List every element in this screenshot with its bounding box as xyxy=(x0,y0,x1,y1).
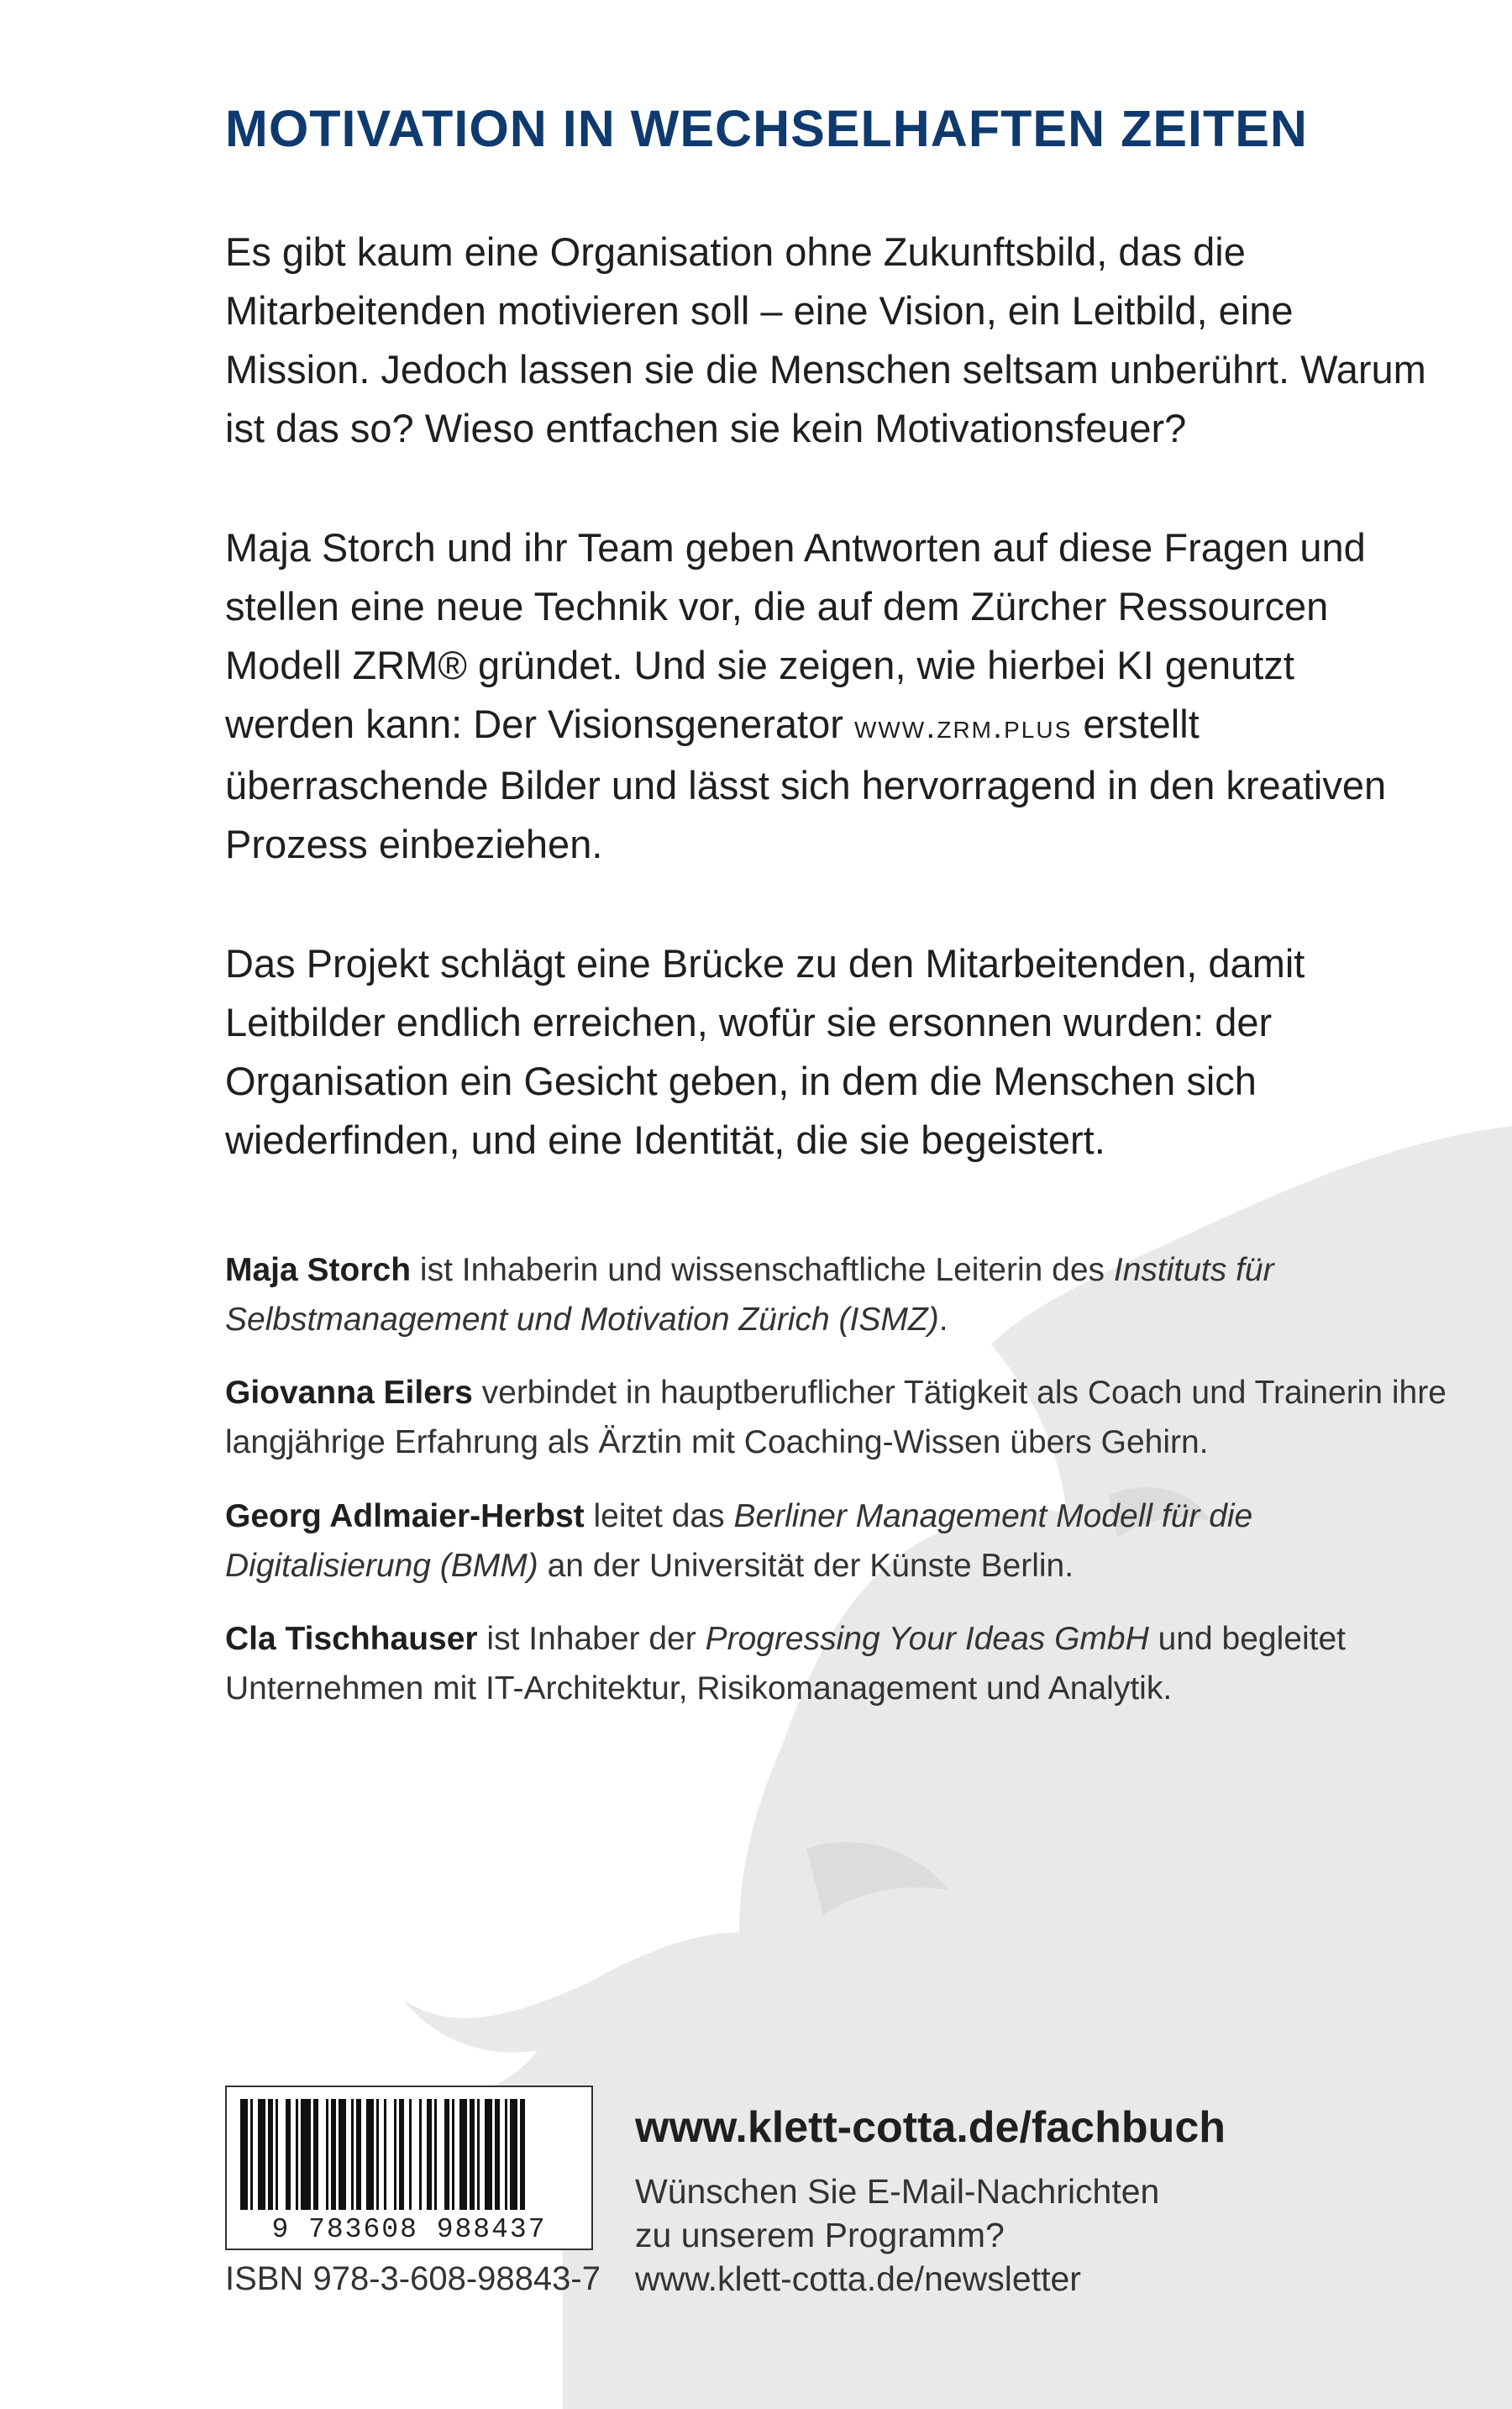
intro-paragraph-2 xyxy=(225,518,1426,874)
author-bio xyxy=(225,1368,1460,1467)
intro-paragraph-2-text: Maja Storch und ihr Team geben Antworten auf diese Fragen und stellen eine neue Technik vor, die auf dem Zürcher Ressourcen Modell ZRM® gründet. Und sie zeigen, wie hierbei KI genutzt werden kann: Der Visionsgenerator xyxy=(225,525,1366,746)
barcode-bar xyxy=(510,2099,517,2210)
barcode-bar xyxy=(331,2099,336,2210)
barcode-bar xyxy=(258,2099,265,2210)
newsletter-link[interactable]: www.klett-cotta.de/newsletter xyxy=(635,2259,1081,2298)
barcode-bar xyxy=(366,2099,374,2210)
author-bio-text: verbindet in hauptberuflicher Tätigkeit als Coach und Trainerin ihre langjährige Erfahrung als Ärztin mit Coaching-Wissen übers Gehirn. xyxy=(225,1375,1446,1460)
barcode-bar xyxy=(313,2099,318,2210)
book-title: MOTIVATION IN WECHSELHAFTEN ZEITEN xyxy=(225,100,1308,157)
author-bio xyxy=(225,1491,1460,1591)
barcode-bar xyxy=(301,2099,311,2210)
barcode-bar xyxy=(434,2099,437,2210)
barcode-digits: 9 783608 988437 xyxy=(271,2214,547,2245)
barcode-bar xyxy=(384,2099,386,2210)
barcode-bar xyxy=(495,2099,500,2210)
author-name: Giovanna Eilers xyxy=(225,1375,473,1411)
barcode-bar xyxy=(444,2099,449,2210)
barcode-bar xyxy=(326,2099,328,2210)
barcode-bar xyxy=(250,2099,253,2210)
barcode-bar xyxy=(339,2099,346,2210)
author-bio-text-end: an der Universität der Künste Berlin. xyxy=(538,1548,1074,1584)
barcode-bar xyxy=(240,2099,248,2210)
barcode-bar xyxy=(296,2099,298,2210)
author-bio xyxy=(225,1245,1460,1344)
barcode-bar xyxy=(376,2099,379,2210)
isbn: ISBN 978-3-608-98843-7 xyxy=(225,2260,601,2297)
author-bio-text: leitet das xyxy=(584,1498,734,1534)
author-bio-text-end: . xyxy=(938,1302,948,1338)
newsletter-text-line-1: Wünschen Sie E-Mail-Nachrichten xyxy=(635,2172,1160,2211)
barcode-bar xyxy=(394,2099,396,2210)
author-institution: Instituts für Selbstmanagement und Motivation Zürich (ISMZ) xyxy=(225,1252,1274,1338)
barcode-bar xyxy=(286,2099,291,2210)
barcode-bar xyxy=(427,2099,432,2210)
barcode-bar xyxy=(520,2099,525,2210)
newsletter-text-line-2: zu unserem Programm? xyxy=(635,2216,1005,2254)
barcode-bar xyxy=(505,2099,507,2210)
barcode xyxy=(225,2086,593,2250)
barcode-bar xyxy=(351,2099,354,2210)
intro-paragraph-1: Es gibt kaum eine Organisation ohne Zukunftsbild, das die Mitarbeitenden motivieren soll – eine Vision, ein Leitbild, eine Mission. Jedoch lassen sie die Menschen seltsam unberührt. Warum ist das so? Wieso entfachen sie kein Motivationsfeuer? xyxy=(225,229,1426,450)
barcode-bar xyxy=(470,2099,475,2210)
barcode-bar xyxy=(276,2099,278,2210)
barcode-bar xyxy=(419,2099,422,2210)
author-bio xyxy=(225,1614,1460,1713)
barcode-bars xyxy=(240,2099,581,2210)
author-bio-text: ist Inhaberin und wissenschaftliche Leiterin des xyxy=(411,1252,1114,1288)
barcode-bar xyxy=(477,2099,480,2210)
author-bio-text-end: und begleitet Unternehmen mit IT-Architektur, Risikomanagement und Analytik. xyxy=(225,1621,1346,1707)
author-name: Maja Storch xyxy=(225,1252,412,1288)
barcode-bar xyxy=(356,2099,361,2210)
intro-paragraph-3: Das Projekt schlägt eine Brücke zu den Mitarbeitenden, damit Leitbilder endlich erreichen, wofür sie ersonnen wurden: der Organisation ein Gesicht geben, in dem die Menschen sich wiederfinden, und eine Identität, die sie begeistert. xyxy=(225,941,1305,1162)
barcode-bar xyxy=(452,2099,454,2210)
author-name: Georg Adlmaier-Herbst xyxy=(225,1498,585,1534)
author-name: Cla Tischhauser xyxy=(225,1621,478,1657)
zrm-plus-link[interactable]: www.zrm.plus xyxy=(853,708,1073,745)
intro-paragraph-2-text-end: erstellt überraschende Bilder und lässt sich hervorragend in den kreativen Prozess einbeziehen. xyxy=(225,702,1387,866)
author-bio-text: ist Inhaber der xyxy=(477,1621,706,1657)
barcode-bar xyxy=(485,2099,492,2210)
author-institution: Progressing Your Ideas GmbH xyxy=(705,1621,1149,1657)
barcode-bar xyxy=(459,2099,467,2210)
barcode-bar xyxy=(399,2099,404,2210)
barcode-bar xyxy=(409,2099,412,2210)
barcode-bar xyxy=(268,2099,273,2210)
author-institution: Berliner Management Modell für die Digitalisierung (BMM) xyxy=(225,1498,1253,1584)
publisher-website-link[interactable]: www.klett-cotta.de/fachbuch xyxy=(635,2103,1226,2152)
